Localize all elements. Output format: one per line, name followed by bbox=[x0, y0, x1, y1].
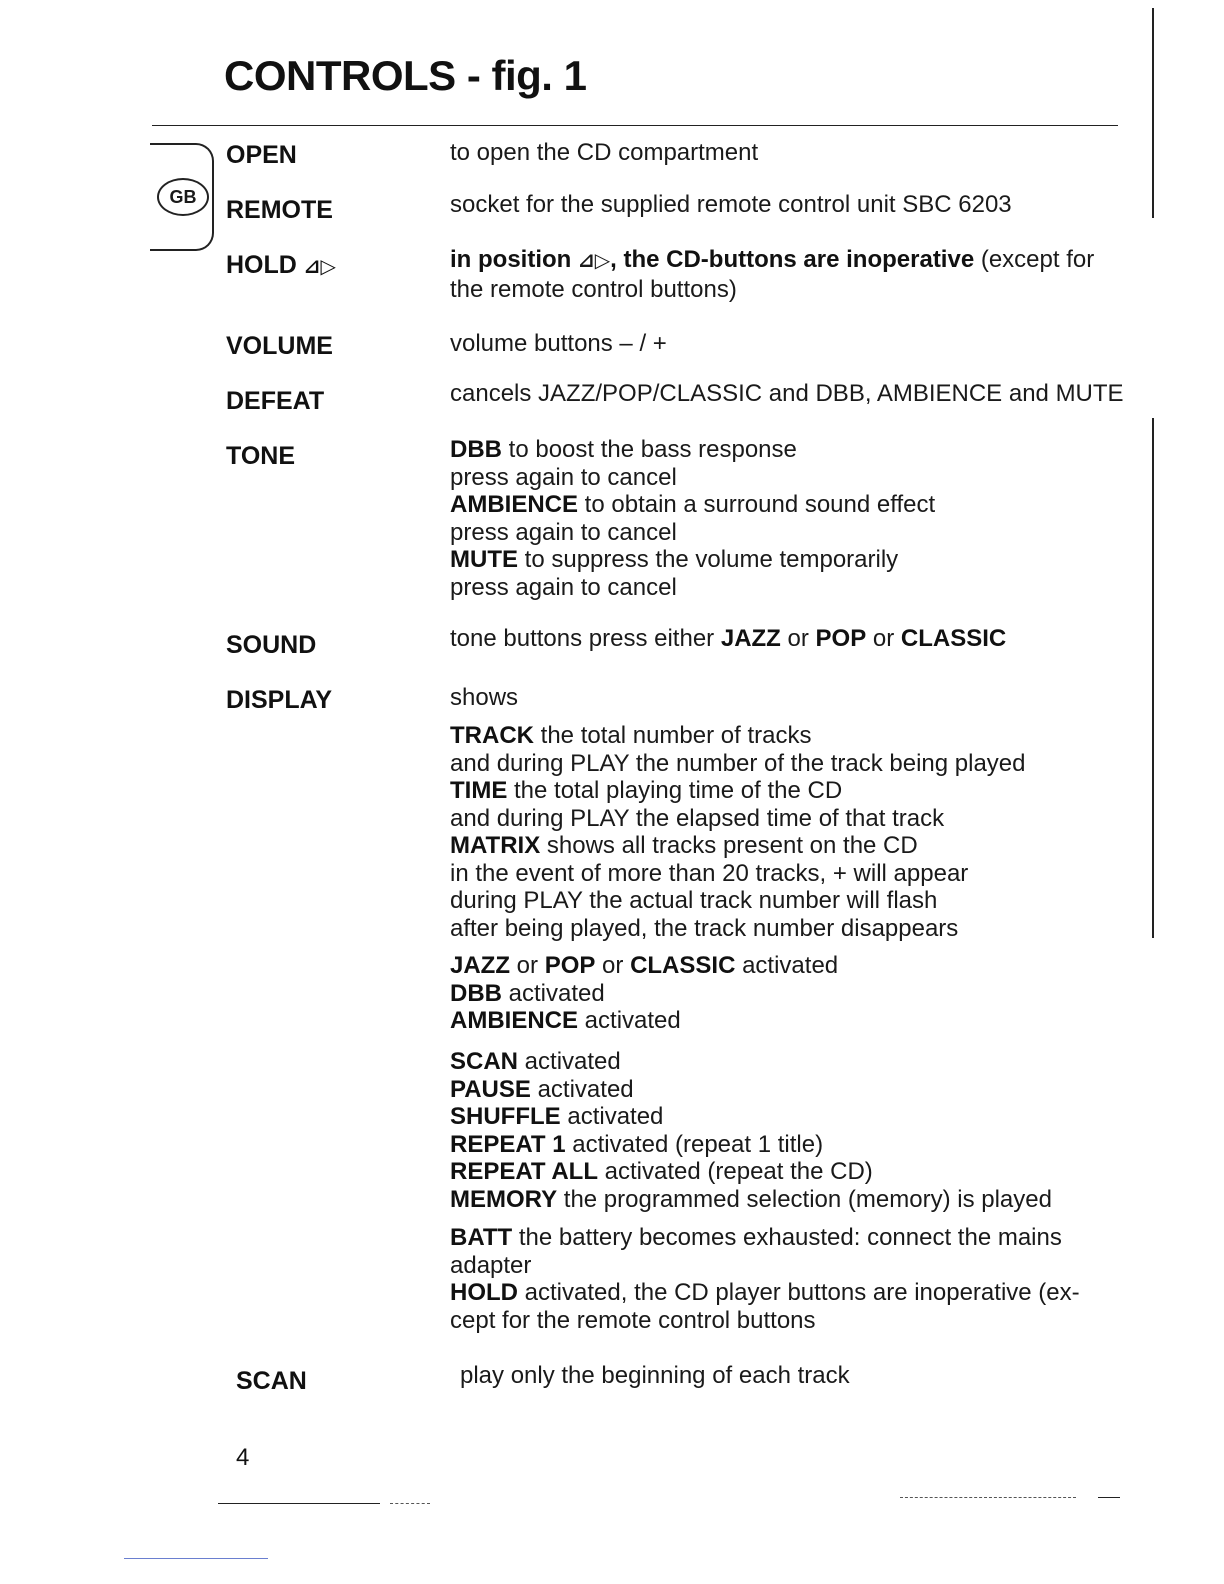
footer-rule-far-right bbox=[1098, 1497, 1120, 1498]
control-label-remote: REMOTE bbox=[226, 196, 333, 224]
control-label-display: DISPLAY bbox=[226, 686, 333, 714]
footer-rule-right bbox=[900, 1497, 1076, 1498]
control-desc-defeat: cancels JAZZ/POP/CLASSIC and DBB, AMBIENCE and MUTE bbox=[450, 380, 1124, 407]
control-desc-display: shows bbox=[450, 684, 519, 711]
right-margin-line bbox=[1152, 8, 1154, 218]
control-label-sound: SOUND bbox=[226, 631, 317, 659]
hold-symbol-icon: ⊿▷ bbox=[303, 256, 336, 278]
display-group-play-modes: SCAN activated PAUSE activated SHUFFLE activated REPEAT 1 activated (repeat 1 title) REPEAT ALL activated (repeat the CD) MEMORY the programmed selection (memory) is played bbox=[450, 1048, 1052, 1213]
display-group-status: BATT the battery becomes exhausted: connect the mains adapter HOLD activated, the CD player buttons are inoperative (ex- cept for the remote control buttons bbox=[450, 1224, 1080, 1334]
control-label-open: OPEN bbox=[226, 141, 297, 169]
title-rule bbox=[152, 125, 1118, 126]
display-group-indicators: TRACK the total number of tracks and during PLAY the number of the track being played TIME the total playing time of the CD and during PLAY the elapsed time of that track MATRIX shows all tracks present on the CD in the event of more than 20 tracks, + will appear during PLAY the actual track number will flash after being played, the track number disappears bbox=[450, 722, 1026, 942]
page-title: CONTROLS - fig. 1 bbox=[224, 52, 587, 99]
footer-rule-left bbox=[218, 1503, 380, 1504]
control-label-volume: VOLUME bbox=[226, 332, 333, 360]
right-margin-line-lower bbox=[1152, 418, 1154, 938]
control-desc-tone: DBB to boost the bass response press again to cancel AMBIENCE to obtain a surround sound effect press again to cancel MUTE to suppress the volume temporarily press again to cancel bbox=[450, 436, 936, 601]
control-desc-remote: socket for the supplied remote control unit SBC 6203 bbox=[450, 191, 1012, 218]
language-badge: GB bbox=[157, 178, 209, 216]
hold-symbol-inline-icon: ⊿▷ bbox=[577, 250, 611, 272]
control-label-tone: TONE bbox=[226, 442, 295, 470]
control-label-scan: SCAN bbox=[236, 1367, 307, 1395]
control-desc-open: to open the CD compartment bbox=[450, 139, 759, 166]
footer-rule-mid bbox=[390, 1503, 430, 1504]
control-label-hold: HOLD ⊿▷ bbox=[226, 251, 336, 279]
footer-blue-line bbox=[124, 1558, 268, 1559]
control-desc-hold: in position ⊿▷, the CD-buttons are inoperative (except for the remote control buttons) bbox=[450, 246, 1095, 303]
control-label-defeat: DEFEAT bbox=[226, 387, 325, 415]
display-group-sound-modes: JAZZ or POP or CLASSIC activated DBB activated AMBIENCE activated bbox=[450, 952, 839, 1034]
control-desc-scan: play only the beginning of each track bbox=[460, 1362, 850, 1389]
page-number: 4 bbox=[236, 1444, 250, 1471]
control-desc-sound: tone buttons press either JAZZ or POP or CLASSIC bbox=[450, 625, 1007, 652]
control-desc-volume: volume buttons – / + bbox=[450, 330, 667, 357]
